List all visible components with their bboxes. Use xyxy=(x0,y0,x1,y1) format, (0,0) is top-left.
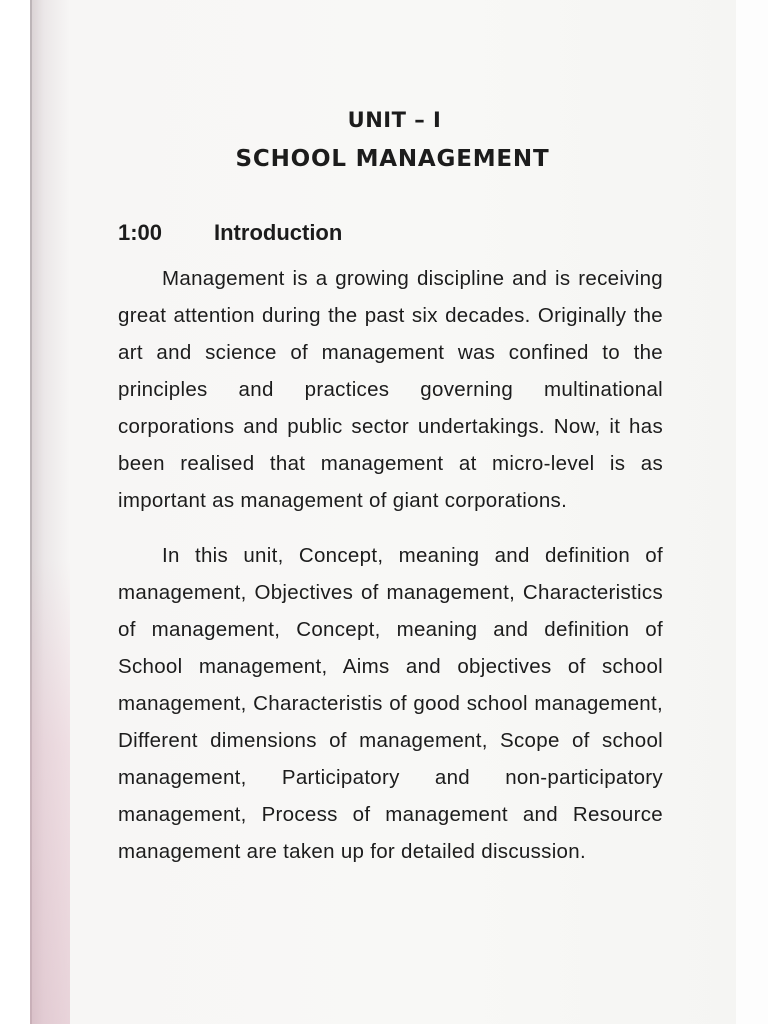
right-margin xyxy=(736,0,768,1024)
chapter-title: SCHOOL MANAGEMENT xyxy=(235,146,550,172)
paragraph-intro: Management is a growing discipline and is receiving great attention during the past six decades. Originally the art and science of management was confined to the principles and practices governing multinational corporations and public sector undertakings. Now, it has been realised that management at micro-level is as important as management of giant corporations. xyxy=(118,267,663,512)
section-heading xyxy=(118,220,663,246)
paragraph-unit-overview: In this unit, Concept, meaning and definition of management, Objectives of management, Characteristics of management, Concept, meaning and definition of School management, Aims and objectives of school management, Characteristis of good school management, Different dimensions of management, Scope of school management, Participatory and non-participatory management, Process of management and Resource management are taken up for detailed discussion. xyxy=(118,544,663,863)
unit-label: UNIT – I xyxy=(347,108,442,132)
section-title: Introduction xyxy=(214,220,343,245)
page-content xyxy=(118,108,663,870)
spine-shadow xyxy=(30,560,70,1024)
section-number: 1:00 xyxy=(118,220,163,245)
